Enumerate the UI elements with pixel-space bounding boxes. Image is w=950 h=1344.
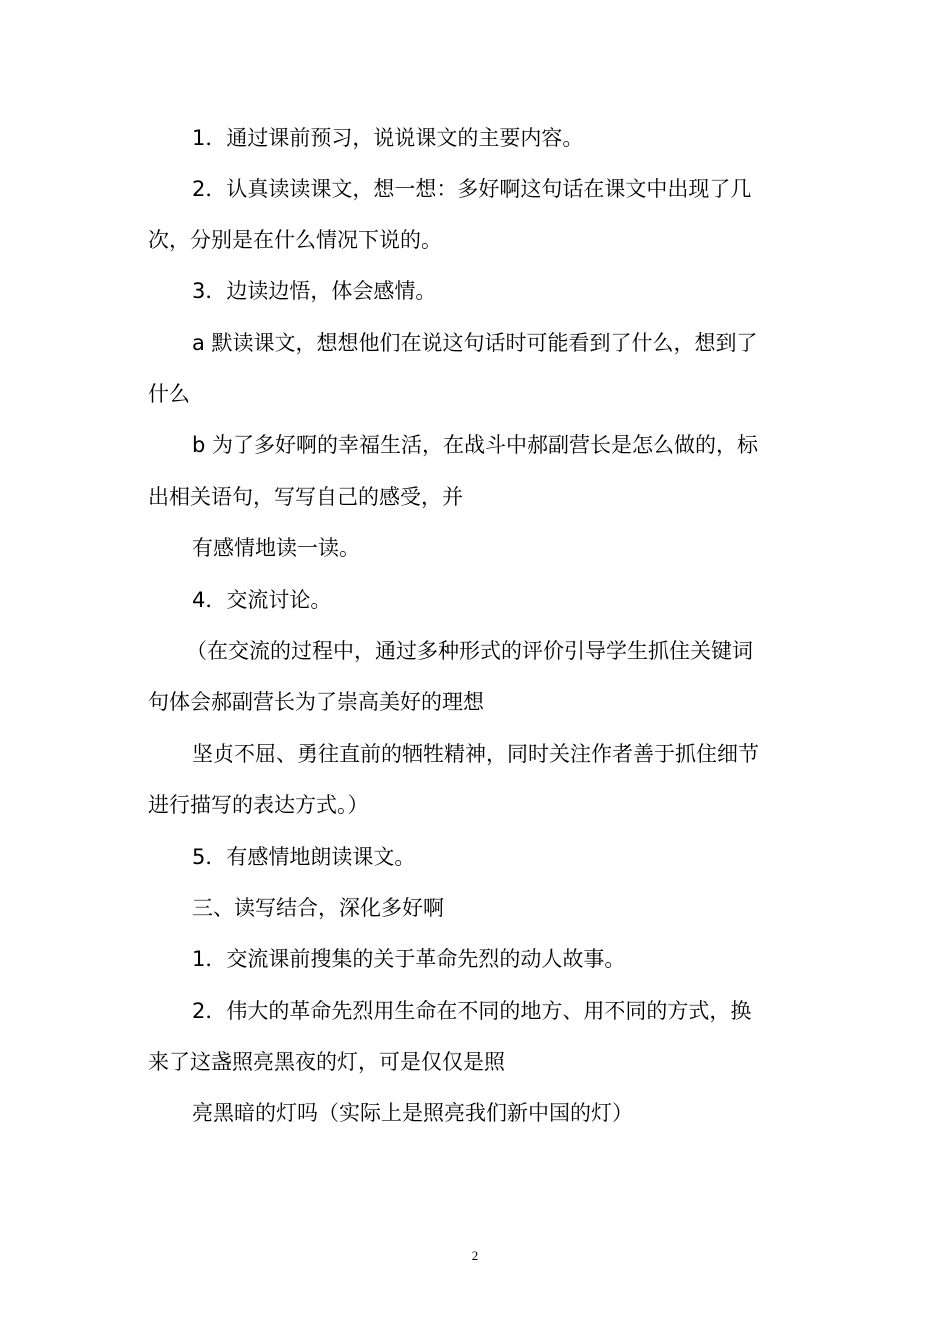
text-line-3: 次，分别是在什么情况下说的。 [148, 228, 442, 252]
text-line-11: （在交流的过程中，通过多种形式的评价引导学生抓住关键词 [186, 639, 753, 663]
text-line-5: a 默读课文，想想他们在说这句话时可能看到了什么，想到了 [192, 331, 758, 355]
text-line-16: 三、读写结合，深化多好啊 [192, 896, 444, 920]
text-line-20: 亮黑暗的灯吗（实际上是照亮我们新中国的灯） [192, 1101, 633, 1125]
text-line-17: 1．交流课前搜集的关于革命先烈的动人故事。 [192, 947, 626, 971]
text-line-6: 什么 [148, 382, 190, 406]
text-line-15: 5．有感情地朗读课文。 [192, 845, 416, 869]
text-line-14: 进行描写的表达方式。） [148, 793, 369, 817]
text-line-8: 出相关语句，写写自己的感受，并 [148, 485, 463, 509]
text-line-13: 坚贞不屈、勇往直前的牺牲精神，同时关注作者善于抓住细节 [192, 742, 759, 766]
text-line-19: 来了这盏照亮黑夜的灯，可是仅仅是照 [148, 1050, 505, 1074]
text-line-2: 2．认真读读课文，想一想：多好啊这句话在课文中出现了几 [192, 177, 752, 201]
text-line-1: 1．通过课前预习，说说课文的主要内容。 [192, 126, 584, 150]
page-number: 2 [471, 1248, 479, 1263]
text-line-18: 2．伟大的革命先烈用生命在不同的地方、用不同的方式，换 [192, 999, 752, 1023]
text-line-12: 句体会郝副营长为了崇高美好的理想 [148, 690, 484, 714]
text-line-10: 4．交流讨论。 [192, 588, 332, 612]
text-line-7: b 为了多好啊的幸福生活，在战斗中郝副营长是怎么做的，标 [192, 433, 759, 457]
text-line-4: 3．边读边悟，体会感情。 [192, 279, 437, 303]
text-line-9: 有感情地读一读。 [192, 536, 360, 560]
